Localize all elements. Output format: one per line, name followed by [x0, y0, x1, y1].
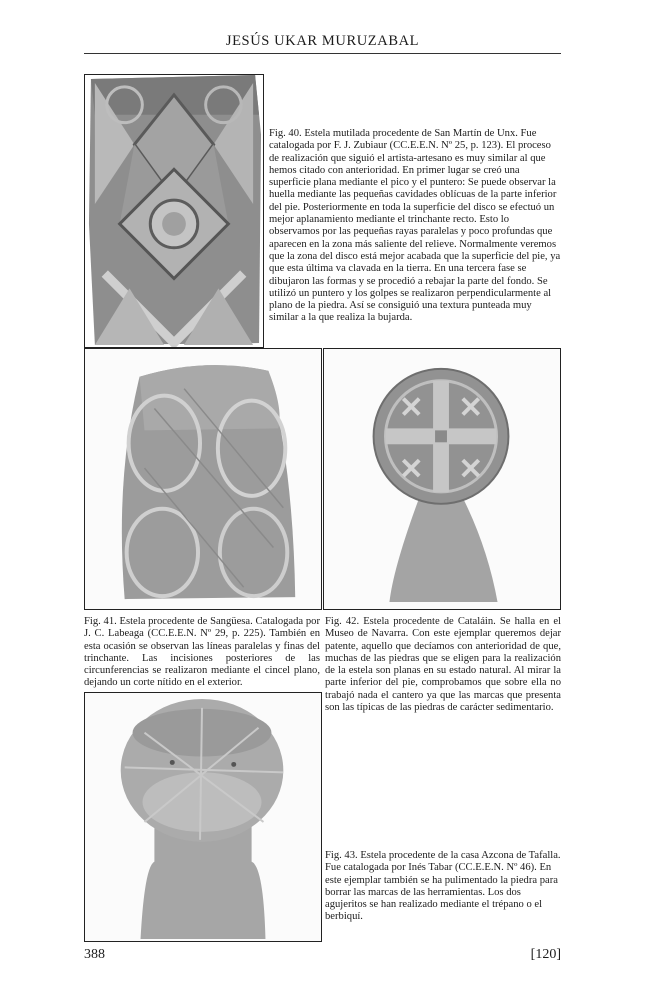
fig43-caption: Fig. 43. Estela procedente de la casa Azcona de Tafalla. Fue catalogada por Inés Tabar (CC.E.E.N. Nº 46). En este ejemplar también se ha pulimentado la piedra para borrar las marcas de las herramientas. Los dos agujeritos se han realizado mediante el trépano o el berbiquí.	[325, 850, 561, 923]
header-rule	[84, 53, 561, 54]
fig41-caption: Fig. 41. Estela procedente de Sangüesa. Catalogada por J. C. Labeaga (CC.E.E.N. Nº 29, p. 225). También en esta ocasión se observan las líneas paralelas y finas del trinchante. Las incisiones posteriores de las circunferencias se realizaron mediante el cincel plano, dejando un corte nítido en el exterior.	[84, 616, 320, 689]
page-number: 388	[84, 947, 105, 962]
fig40-photo	[84, 74, 264, 348]
folio-number: [120]	[530, 947, 561, 962]
fig42-caption: Fig. 42. Estela procedente de Cataláin. Se halla en el Museo de Navarra. Con este ejemplar queremos dejar patente, aquello que decíamos con anterioridad de que, muchas de las piedras que se eligen para la realización de la estela son planas en su estado natural. Al mirar la parte inferior del pie, comprobamos que sobre ella no trabajó nada el cantero ya que las marcas que presenta son las típicas de las piedras de carácter sedimentario.	[325, 616, 561, 714]
fig43-photo	[84, 692, 322, 942]
fig40-caption: Fig. 40. Estela mutilada procedente de San Martín de Unx. Fue catalogada por F. J. Zubiaur (CC.E.E.N. Nº 25, p. 123). El proceso de realización que siguió el artista-artesano es muy similar al que hemos citado con anterioridad. En primer lugar se creó una superficie plana mediante el pico y el puntero: Se puede observar la huella mediante las pequeñas cavidades oblícuas de la parte inferior del pie. Posteriormente en toda la superficie del disco se efectuó un mejor aplanamiento mediante el trinchante recto. Esto lo observamos por las pequeñas rayas paralelas y poco profundas que aparecen en la zona más saliente del relieve. Normalmente veremos que la zona del disco está mejor acabada que la superficie del pie, ya que esta última va clavada en la tierra. En una tercera fase se dibujaron las formas y se procedió a rebajar la parte del fondo. Se utilizó un puntero y los golpes se realizaron perpendicularmente al plano de la piedra. Así se consiguió una textura punteada muy similar a la que realiza la bujarda.	[269, 128, 561, 324]
fig41-photo	[84, 348, 322, 610]
running-header: JESÚS UKAR MURUZABAL	[225, 33, 420, 49]
fig42-photo	[323, 348, 561, 610]
